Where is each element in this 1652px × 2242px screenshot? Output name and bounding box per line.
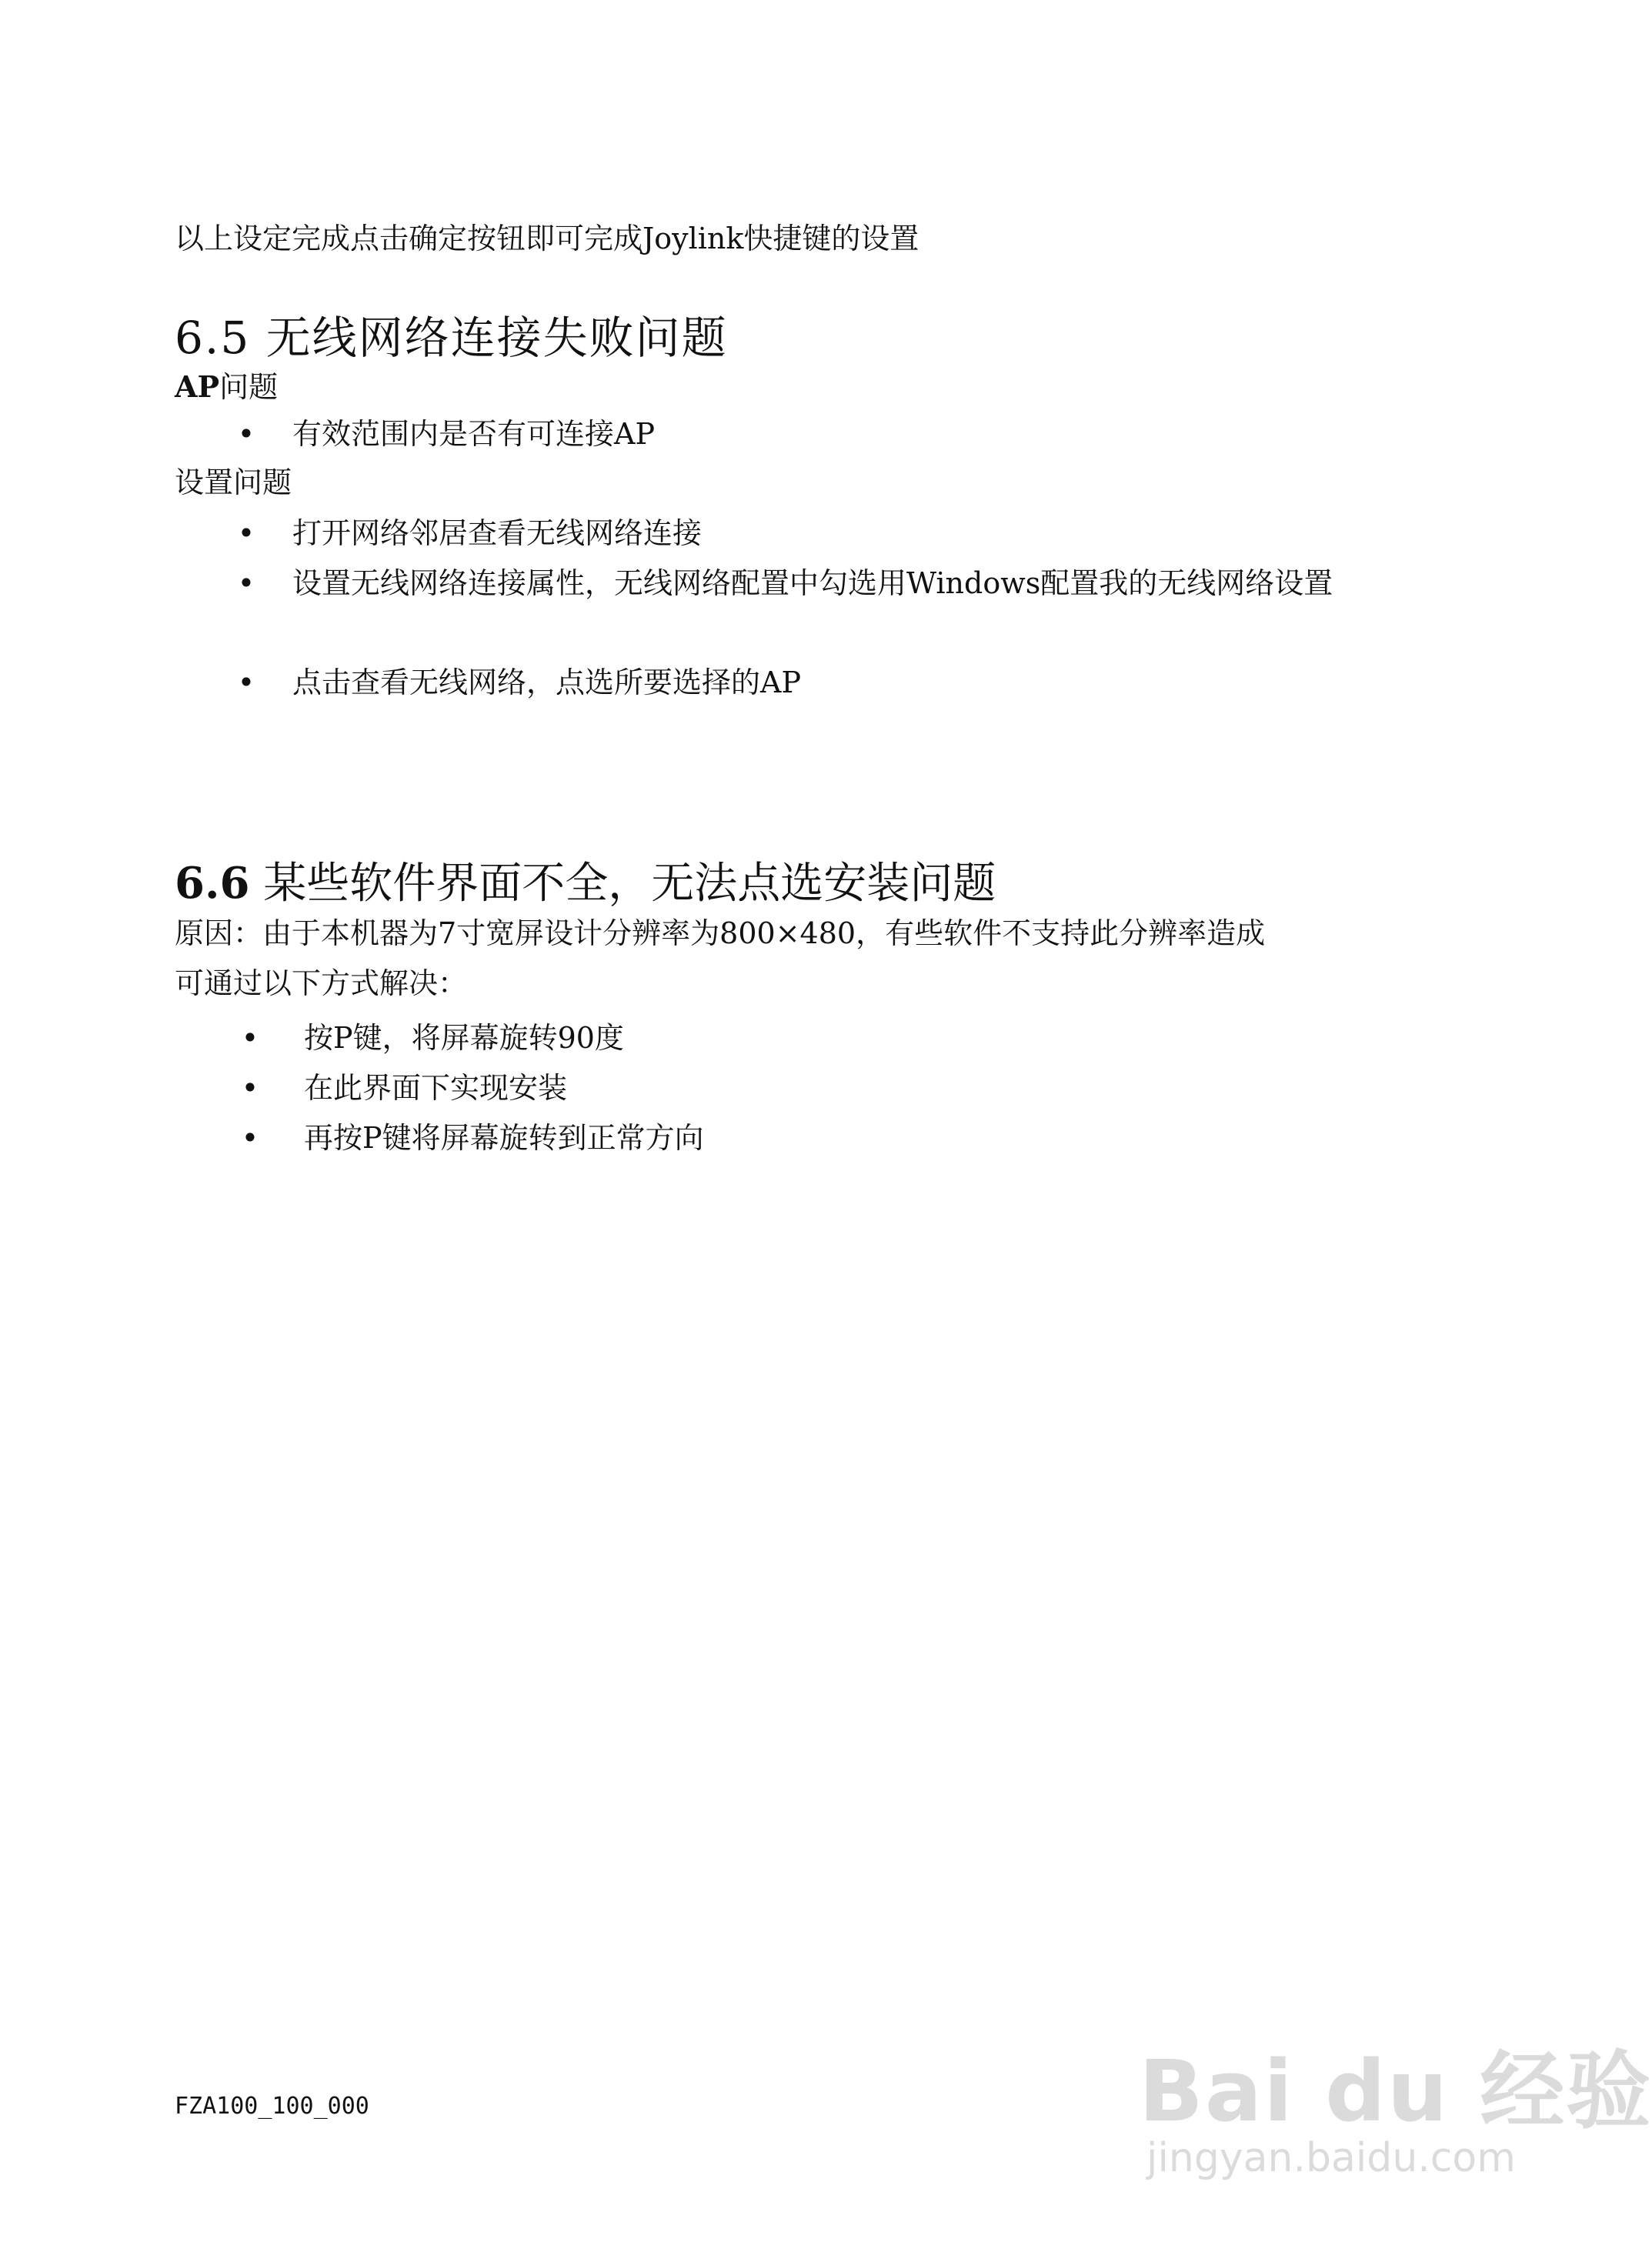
section-6-6-number: 6.6 — [175, 858, 250, 909]
watermark-url: jingyan.baidu.com — [1146, 2135, 1516, 2181]
ap-title-bold: AP — [175, 369, 220, 404]
watermark-logo-text: Bai du 经验 — [1139, 2042, 1652, 2140]
list-item-text: 再按P键将屏幕旋转到正常方向 — [304, 1121, 704, 1155]
solve-intro: 可通过以下方式解决： — [175, 966, 468, 1000]
baidu-jingyan-watermark — [1131, 2000, 1652, 2200]
ap-problem-title — [175, 369, 278, 405]
settings-problem-title: 设置问题 — [175, 465, 292, 499]
list-item-text: 打开网络邻居查看无线网络连接 — [292, 516, 703, 550]
list-item-text: 设置无线网络连接属性，无线网络配置中勾选用Windows配置我的无线网络设置 — [292, 566, 1333, 600]
list-item-text: 在此界面下实现安装 — [304, 1071, 568, 1105]
bullet-icon: • — [237, 566, 255, 600]
section-6-6-heading — [175, 858, 996, 909]
list-item-text: 点击查看无线网络，点选所要选择的AP — [292, 666, 802, 699]
page-footer: FZA100_100_000 — [175, 2093, 369, 2120]
bullet-icon: • — [241, 1071, 259, 1105]
reason-text: 原因：由于本机器为7寸宽屏设计分辨率为800×480，有些软件不支持此分辨率造成 — [175, 916, 1266, 950]
section-6-5-heading: 6.5 无线网络连接失败问题 — [175, 312, 728, 364]
bullet-icon: • — [241, 1021, 259, 1055]
section-6-6-title: 某些软件界面不全，无法点选安装问题 — [249, 859, 996, 909]
intro-text: 以上设定完成点击确定按钮即可完成Joylink快捷键的设置 — [175, 222, 919, 255]
bullet-icon: • — [237, 666, 255, 699]
list-item-text: 有效范围内是否有可连接AP — [292, 417, 656, 451]
bullet-icon: • — [241, 1121, 259, 1155]
bullet-icon: • — [237, 516, 255, 550]
ap-title-rest: 问题 — [219, 370, 279, 404]
list-item-text: 按P键，将屏幕旋转90度 — [304, 1021, 624, 1055]
bullet-icon: • — [237, 417, 255, 451]
